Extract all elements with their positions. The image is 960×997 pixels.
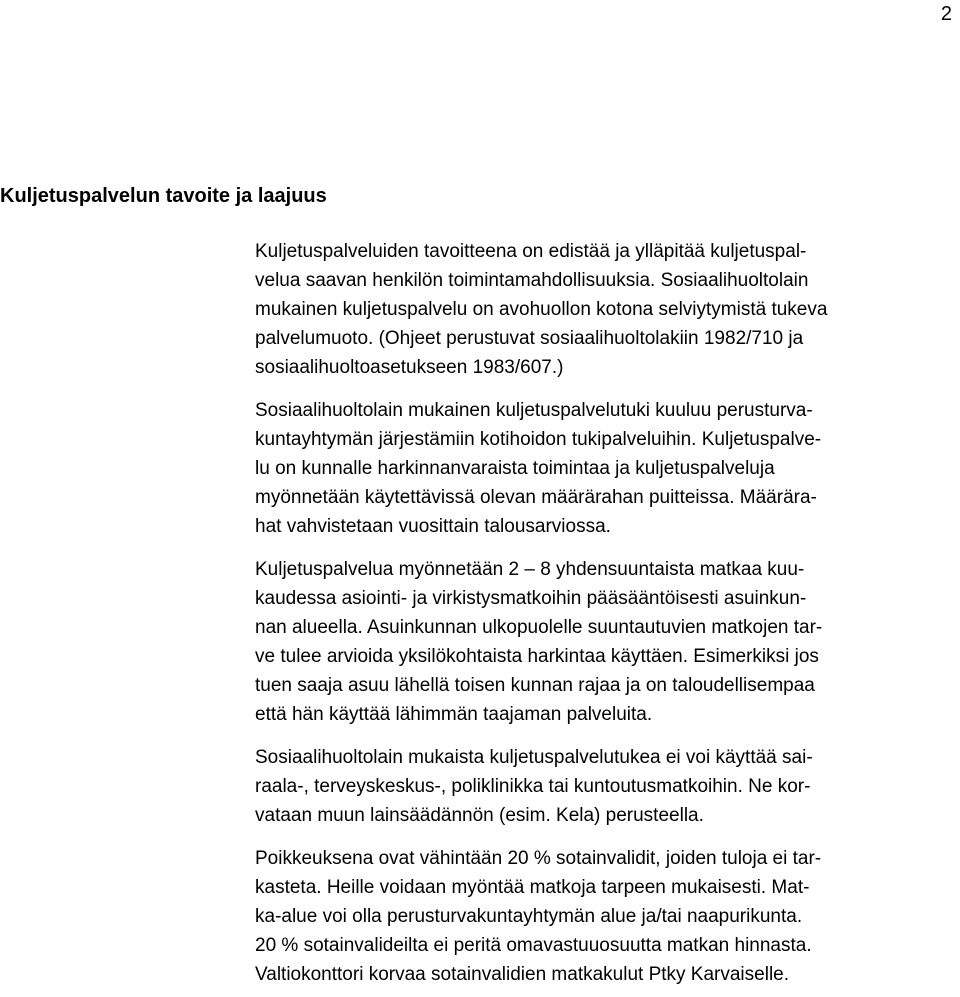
paragraph-war-invalids [255, 844, 960, 989]
text-line: Kuljetuspalvelua myönnetään 2 – 8 yhdensuuntaista matkaa kuu- [255, 559, 805, 580]
text-line: Sosiaalihuoltolain mukaista kuljetuspalvelutukea ei voi käyttää sai- [255, 747, 813, 768]
text-line: velua saavan henkilön toimintamahdollisuuksia. Sosiaalihuoltolain [255, 270, 809, 291]
text-line: raala-, terveyskeskus-, poliklinikka tai kuntoutusmatkoihin. Ne kor- [255, 776, 811, 797]
section-heading: Kuljetuspalvelun tavoite ja laajuus [0, 185, 327, 207]
text-line: Sosiaalihuoltolain mukainen kuljetuspalvelutuki kuuluu perusturva- [255, 400, 813, 421]
text-line: kaudessa asiointi- ja virkistysmatkoihin pääsääntöisesti asuinkun- [255, 588, 807, 609]
page-number: 2 [940, 3, 952, 25]
text-line: Valtiokonttori korvaa sotainvalidien matkakulut Ptky Karvaiselle. [255, 964, 790, 985]
paragraph-organisation [255, 396, 960, 541]
text-line: mukainen kuljetuspalvelu on avohuollon kotona selviytymistä tukeva [255, 299, 828, 320]
text-line: nan alueella. Asuinkunnan ulkopuolelle suuntautuvien matkojen tar- [255, 617, 823, 638]
text-line: Poikkeuksena ovat vähintään 20 % sotainvalidit, joiden tuloja ei tar- [255, 848, 822, 869]
text-line: tuen saaja asuu lähellä toisen kunnan rajaa ja on taloudellisempaa [255, 675, 815, 696]
text-line: ka-alue voi olla perusturvakuntayhtymän alue ja/tai naapurikunta. [255, 906, 803, 927]
text-line: ve tulee arvioida yksilökohtaista harkintaa käyttäen. Esimerkiksi jos [255, 646, 819, 667]
text-line: sosiaalihuoltoasetukseen 1983/607.) [255, 357, 564, 378]
text-line: Kuljetuspalveluiden tavoitteena on edistää ja ylläpitää kuljetuspal- [255, 241, 807, 262]
paragraph-goal [255, 237, 960, 382]
text-line: palvelumuoto. (Ohjeet perustuvat sosiaalihuoltolakiin 1982/710 ja [255, 328, 804, 349]
body-text [255, 237, 960, 989]
text-line: että hän käyttää lähimmän taajaman palveluita. [255, 704, 653, 725]
text-line: lu on kunnalle harkinnanvaraista toimintaa ja kuljetuspalveluja [255, 458, 775, 479]
text-line: hat vahvistetaan vuosittain talousarviossa. [255, 516, 611, 537]
text-line: 20 % sotainvalideilta ei peritä omavastuuosuutta matkan hinnasta. [255, 935, 812, 956]
text-line: myönnetään käytettävissä olevan määrärahan puitteissa. Määrära- [255, 487, 817, 508]
text-line: vataan muun lainsäädännön (esim. Kela) perusteella. [255, 805, 704, 826]
text-line: kasteta. Heille voidaan myöntää matkoja tarpeen mukaisesti. Mat- [255, 877, 810, 898]
text-line: kuntayhtymän järjestämiin kotihoidon tukipalveluihin. Kuljetuspalve- [255, 429, 822, 450]
paragraph-exclusions [255, 743, 960, 830]
paragraph-trip-allowance [255, 555, 960, 729]
